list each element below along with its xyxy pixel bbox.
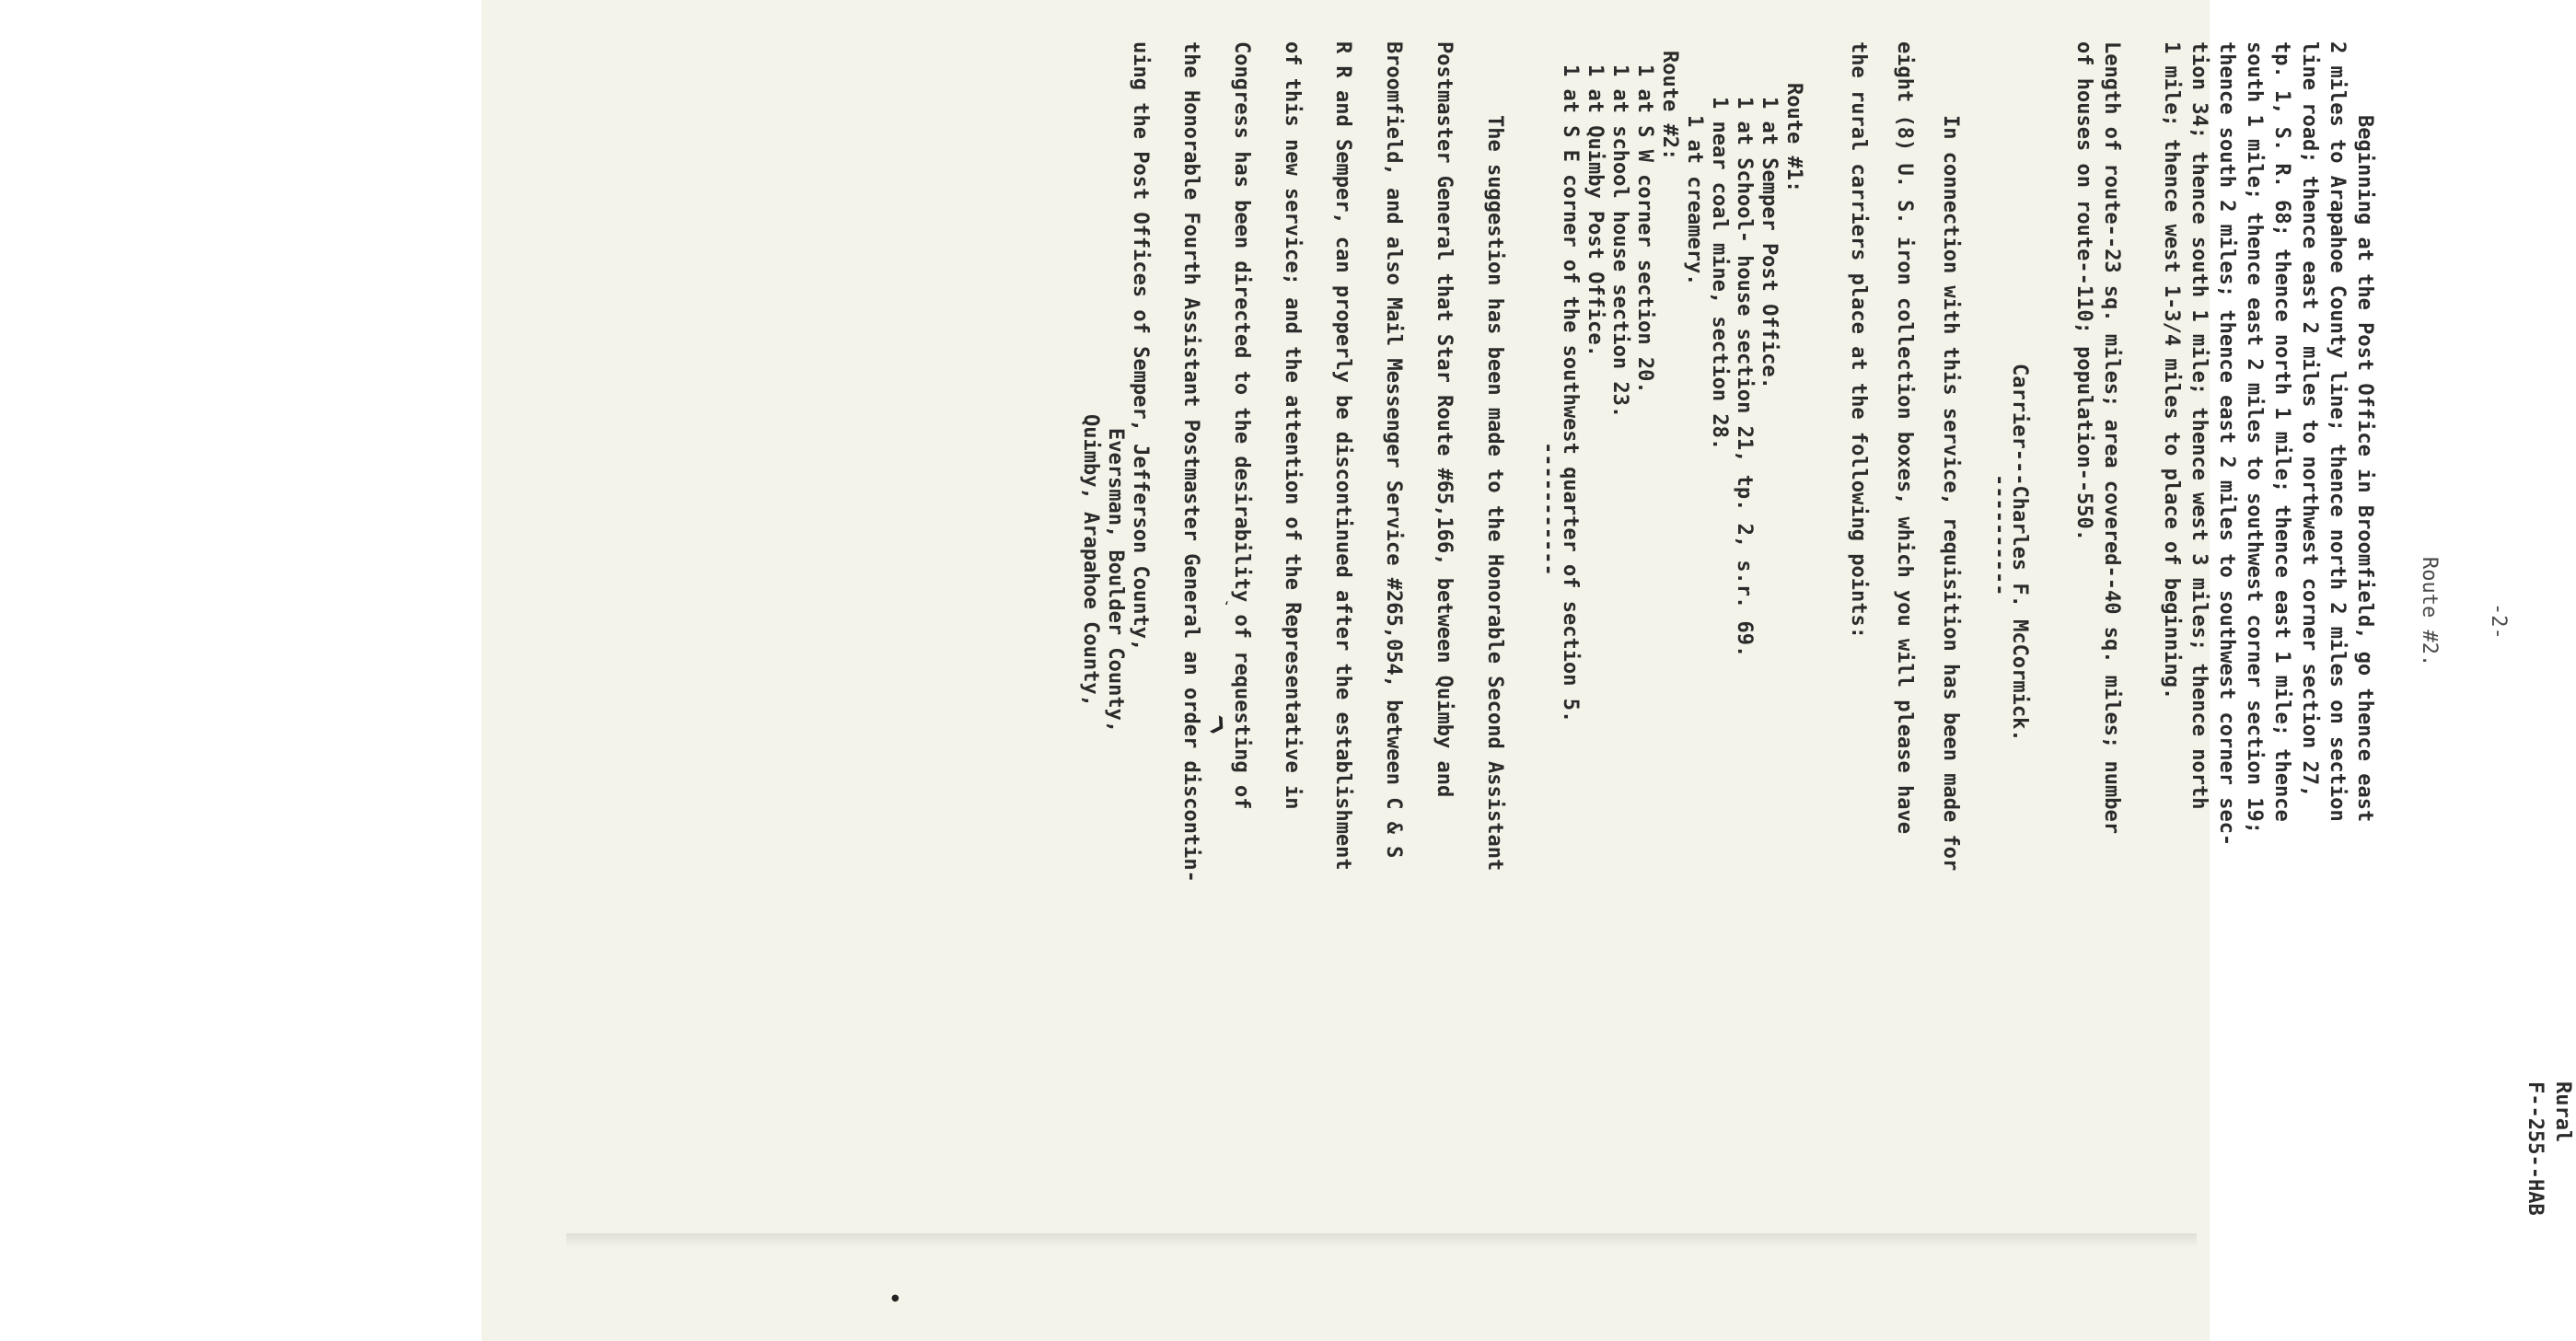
route-2-box-item: 1 at Quimby Post Office. <box>1584 64 1607 357</box>
route-2-label: Route #2: <box>1658 51 1681 161</box>
suggestion-line: Broomfield, and also Mail Messenger Service #265,054, between C & S <box>1382 41 1405 859</box>
post-office-line: Quimby, Arapahoe County, <box>1079 414 1102 707</box>
route-1-box-item: 1 at School- house section 21, tp. 2, s.r. 69. <box>1733 97 1756 658</box>
route-2-line: tion 34; thence south 1 mile; thence west 3 miles; thence north <box>2187 41 2210 810</box>
route-2-line: line road; thence east 2 miles to northwest corner section 27, <box>2298 41 2321 798</box>
route-2-title: Route #2. <box>2418 557 2441 667</box>
route-2-stats-line: of houses on route--110; population--550. <box>2072 41 2095 542</box>
suggestion-line: Congress has been directed to the desirability of requesting of <box>1230 41 1253 810</box>
suggestion-line: The suggestion has been made to the Honorable Second Assistant <box>1483 115 1506 872</box>
route-1-box-item: 1 at Semper Post Office. <box>1758 97 1781 389</box>
intro-line: In connection with this service, requisition has been made for <box>1939 115 1962 872</box>
route-2-line: 2 miles to Arapahoe County line; thence north 2 miles on section <box>2326 41 2349 822</box>
route-2-box-item: 1 at S E corner of the southwest quarter of section 5. <box>1559 64 1582 723</box>
carrier-underline: ---------- <box>1988 474 2011 596</box>
suggestion-line: uing the Post Offices of Semper, Jefferson County, <box>1129 41 1152 652</box>
suggestion-line: R R and Semper, can properly be discontinued after the establishment <box>1331 41 1354 871</box>
document-file-reference: F--255--HAB <box>2524 1081 2547 1216</box>
route-2-line: south 1 mile; thence east 2 miles to southwest corner section 19; <box>2243 41 2266 834</box>
route-2-box-item: 1 at school house section 23. <box>1608 64 1631 419</box>
suggestion-line: Postmaster General that Star Route #65,166, between Quimby and <box>1433 41 1456 798</box>
route-1-label: Route #1: <box>1782 83 1805 193</box>
post-office-line: Eversman, Boulder County, <box>1104 428 1127 734</box>
suggestion-line: the Honorable Fourth Assistant Postmaster General an order discontin- <box>1179 41 1202 883</box>
rotated-document-page <box>1011 41 2576 1238</box>
document-sheet <box>482 0 2574 1341</box>
route-2-box-item: 1 at S W corner section 20. <box>1633 64 1656 394</box>
page-number: -2- <box>2487 603 2510 640</box>
section-divider: ----------- <box>1537 442 1560 576</box>
pen-mark-icon: ʻ <box>1224 598 1230 616</box>
route-2-stats-line: Length of route--23 sq. miles; area covered--40 sq. miles; number <box>2100 41 2123 834</box>
carrier-name: Carrier---Charles F. McCormick. <box>2008 364 2031 742</box>
route-2-line: Beginning at the Post Office in Broomfield, go thence east <box>2353 115 2376 823</box>
route-2-line: thence south 2 miles; thence east 2 miles to southwest corner sec- <box>2215 41 2238 847</box>
intro-line: eight (8) U. S. iron collection boxes, which you will please have <box>1893 41 1916 834</box>
route-1-box-item: 1 at creamery. <box>1683 115 1706 286</box>
intro-line: the rural carriers place at the following points: <box>1847 41 1870 640</box>
route-2-line: 1 mile; thence west 1-3/4 miles to place of beginning. <box>2160 41 2183 700</box>
route-2-line: tp. 1, S. R. 68; thence north 1 mile; thence east 1 mile; thence <box>2270 41 2293 822</box>
suggestion-line: of this new service; and the attention of the Representative in <box>1281 41 1304 810</box>
document-category: Rural <box>2551 1081 2574 1143</box>
ink-dot-icon: ● <box>891 1293 899 1303</box>
route-1-box-item: 1 near coal mine, section 28. <box>1708 97 1731 451</box>
pen-mark-icon: ❯ <box>1207 711 1232 738</box>
